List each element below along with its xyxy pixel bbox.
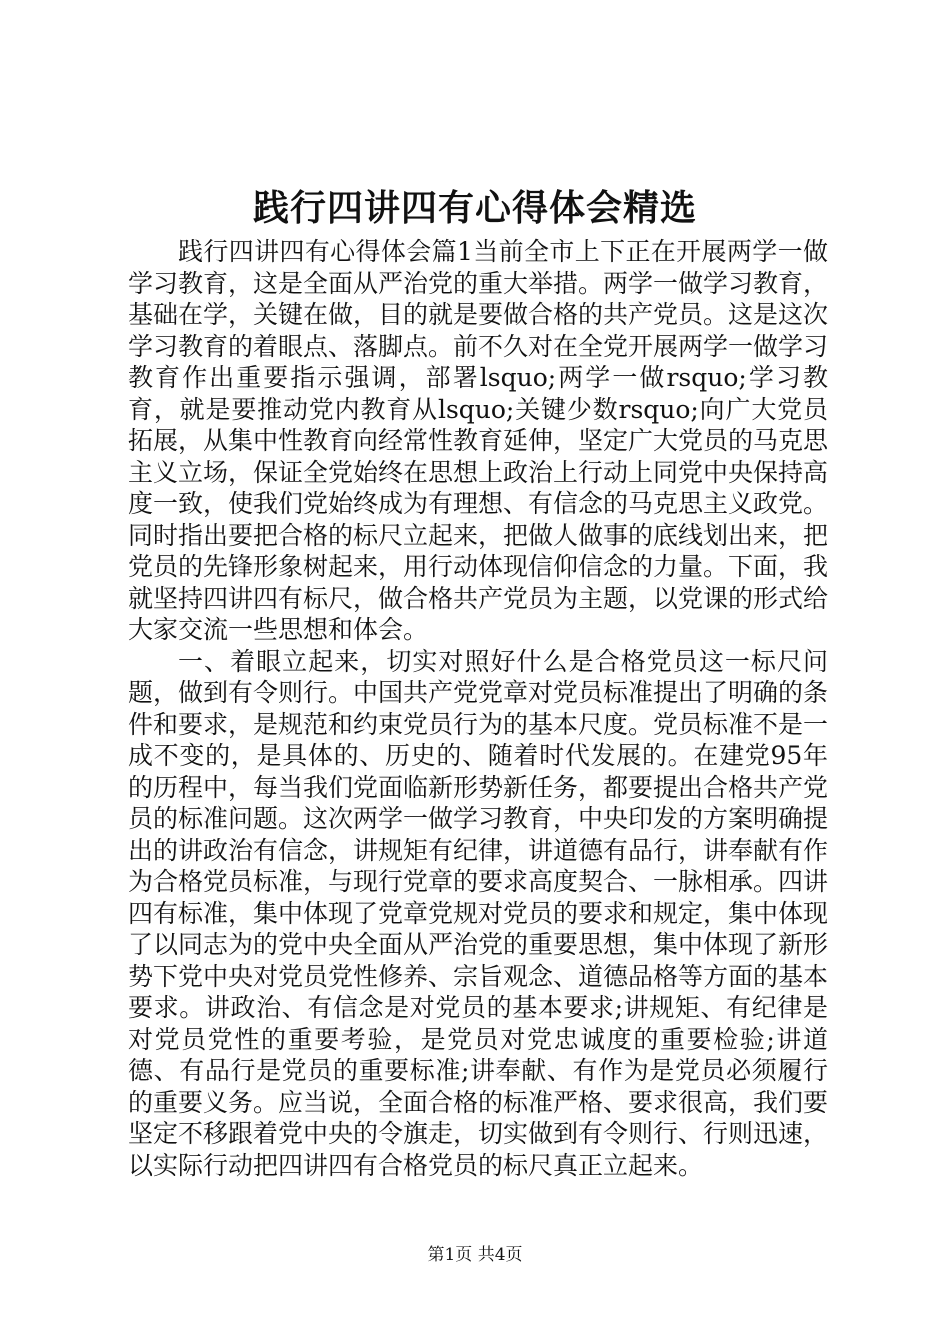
- document-title: 践行四讲四有心得体会精选: [252, 187, 697, 229]
- document-body: [128, 236, 828, 1181]
- paragraph-2: 一、着眼立起来，切实对照好什么是合格党员这一标尺问题，做到有令则行。中国共产党党章对党员标准提出了明确的条件和要求，是规范和约束党员行为的基本尺度。党员标准不是一成不变的，是具体的、历史的、随着时代发展的。在建党95年的历程中，每当我们党面临新形势新任务，都要提出合格共产党员的标准问题。这次两学一做学习教育，中央印发的方案明确提出的讲政治有信念，讲规矩有纪律，讲道德有品行，讲奉献有作为合格党员标准，与现行党章的要求高度契合、一脉相承。四讲四有标准，集中体现了党章党规对党员的要求和规定，集中体现了以同志为的党中央全面从严治党的重要思想，集中体现了新形势下党中央对党员党性修养、宗旨观念、道德品格等方面的基本要求。讲政治、有信念是对党员的基本要求;讲规矩、有纪律是对党员党性的重要考验，是党员对党忠诚度的重要检验;讲道德、有品行是党员的重要标准;讲奉献、有作为是党员必须履行的重要义务。应当说，全面合格的标准严格、要求很高，我们要坚定不移跟着党中央的令旗走，切实做到有令则行、行则迅速，以实际行动把四讲四有合格党员的标尺真正立起来。: [128, 646, 829, 1180]
- page-number-footer: 第1页 共4页: [427, 1245, 523, 1265]
- paragraph-1: 践行四讲四有心得体会篇1当前全市上下正在开展两学一做学习教育，这是全面从严治党的重大举措。两学一做学习教育，基础在学，关键在做，目的就是要做合格的共产党员。这是这次学习教育的着眼点、落脚点。前不久对在全党开展两学一做学习教育作出重要指示强调，部署lsquo;两学一做rsquo;学习教育，就是要推动党内教育从lsquo;关键少数rsquo;向广大党员拓展，从集中性教育向经常性教育延伸，坚定广大党员的马克思主义立场，保证全党始终在思想上政治上行动上同党中央保持高度一致，使我们党始终成为有理想、有信念的马克思主义政党。同时指出要把合格的标尺立起来，把做人做事的底线划出来，把党员的先锋形象树起来，用行动体现信仰信念的力量。下面，我就坚持四讲四有标尺，做合格共产党员为主题，以党课的形式给大家交流一些思想和体会。: [128, 237, 829, 644]
